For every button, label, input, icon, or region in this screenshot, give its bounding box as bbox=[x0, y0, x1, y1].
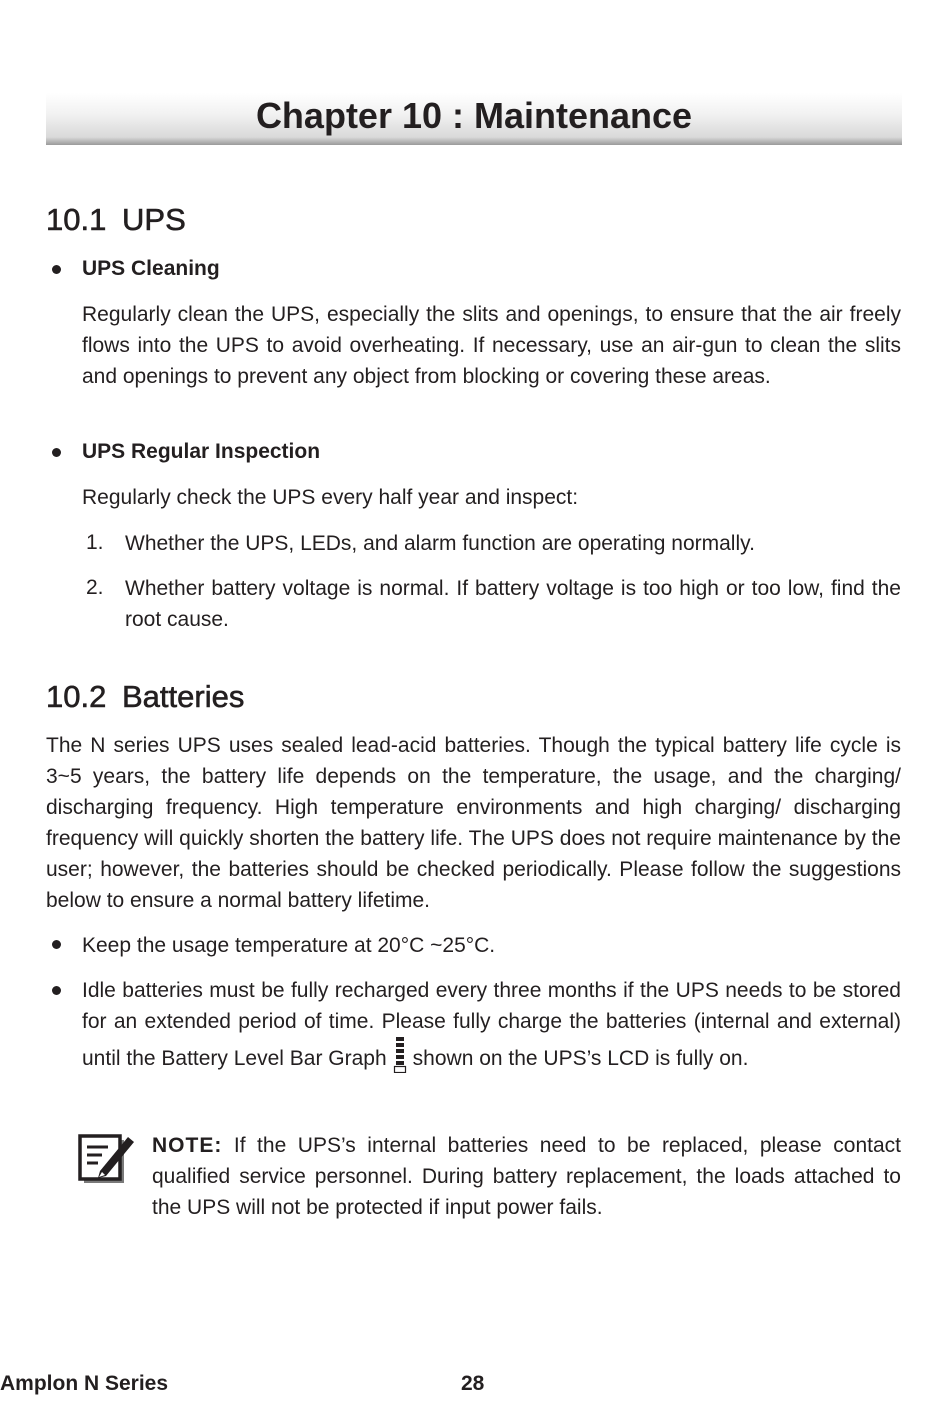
ups-inspection-intro: Regularly check the UPS every half year and inspect: bbox=[82, 486, 579, 509]
ups-inspection-heading: UPS Regular Inspection bbox=[82, 440, 321, 463]
list-item-number: 2. bbox=[86, 576, 104, 599]
batteries-intro-text: The N series UPS uses sealed lead-acid batteries. Though the typical battery life cycle is 3~5 years, the battery life depends on the temperature, the usage, and the charging/ discharging frequency. High temperature environments and high charging/ discharging frequency will quickly shorten the battery life. The UPS does not require maintenance by the user; however, the batteries should be checked periodically. Please follow the suggestions below to ensure a normal battery lifetime. bbox=[46, 734, 901, 912]
bullet-icon bbox=[52, 986, 61, 995]
note-label: NOTE: bbox=[152, 1134, 223, 1157]
list-item-text: Whether the UPS, LEDs, and alarm function are operating normally. bbox=[125, 532, 755, 555]
battery-level-bar-graph-icon bbox=[393, 1037, 407, 1073]
list-item-text: Whether battery voltage is normal. If battery voltage is too high or too low, find the root cause. bbox=[125, 577, 901, 631]
page-number: 28 bbox=[461, 1372, 485, 1395]
battery-recharge-text-end: shown on the UPS’s LCD is fully on. bbox=[412, 1047, 749, 1070]
bullet-icon bbox=[52, 940, 61, 949]
bullet-icon bbox=[52, 265, 61, 274]
section-number: 10.1 bbox=[46, 202, 107, 237]
ups-cleaning-heading: UPS Cleaning bbox=[82, 257, 220, 280]
battery-temperature-text: Keep the usage temperature at 20°C ~25°C. bbox=[82, 934, 496, 957]
section-title: Batteries bbox=[122, 679, 245, 714]
section-number: 10.2 bbox=[46, 679, 107, 714]
note-pencil-icon bbox=[78, 1131, 134, 1187]
bullet-icon bbox=[52, 448, 61, 457]
section-heading-batteries bbox=[46, 679, 244, 715]
footer-product-name: Amplon N Series bbox=[0, 1372, 169, 1395]
chapter-banner bbox=[46, 93, 902, 145]
battery-recharge-text bbox=[82, 975, 901, 1074]
list-item-number: 1. bbox=[86, 531, 104, 554]
chapter-title: Chapter 10 : Maintenance bbox=[255, 95, 693, 136]
ups-cleaning-text: Regularly clean the UPS, especially the slits and openings, to ensure that the air freely flows into the UPS to avoid overheating. If necessary, use an air-gun to clean the slits and openings to prevent any object from blocking or covering these areas. bbox=[82, 303, 901, 388]
section-heading-ups bbox=[46, 202, 186, 238]
note-text-block bbox=[152, 1130, 901, 1223]
section-title: UPS bbox=[122, 202, 186, 237]
battery-recharge-text-start: Idle batteries must be fully recharged every three months if the UPS needs to be stored for an extended period of time. Please fully charge the batteries (internal and external) until the Battery Level Bar Graph bbox=[82, 979, 901, 1070]
note-text: If the UPS’s internal batteries need to be replaced, please contact qualified service personnel. During battery replacement, the loads attached to the UPS will not be protected if input power fails. bbox=[152, 1134, 901, 1219]
